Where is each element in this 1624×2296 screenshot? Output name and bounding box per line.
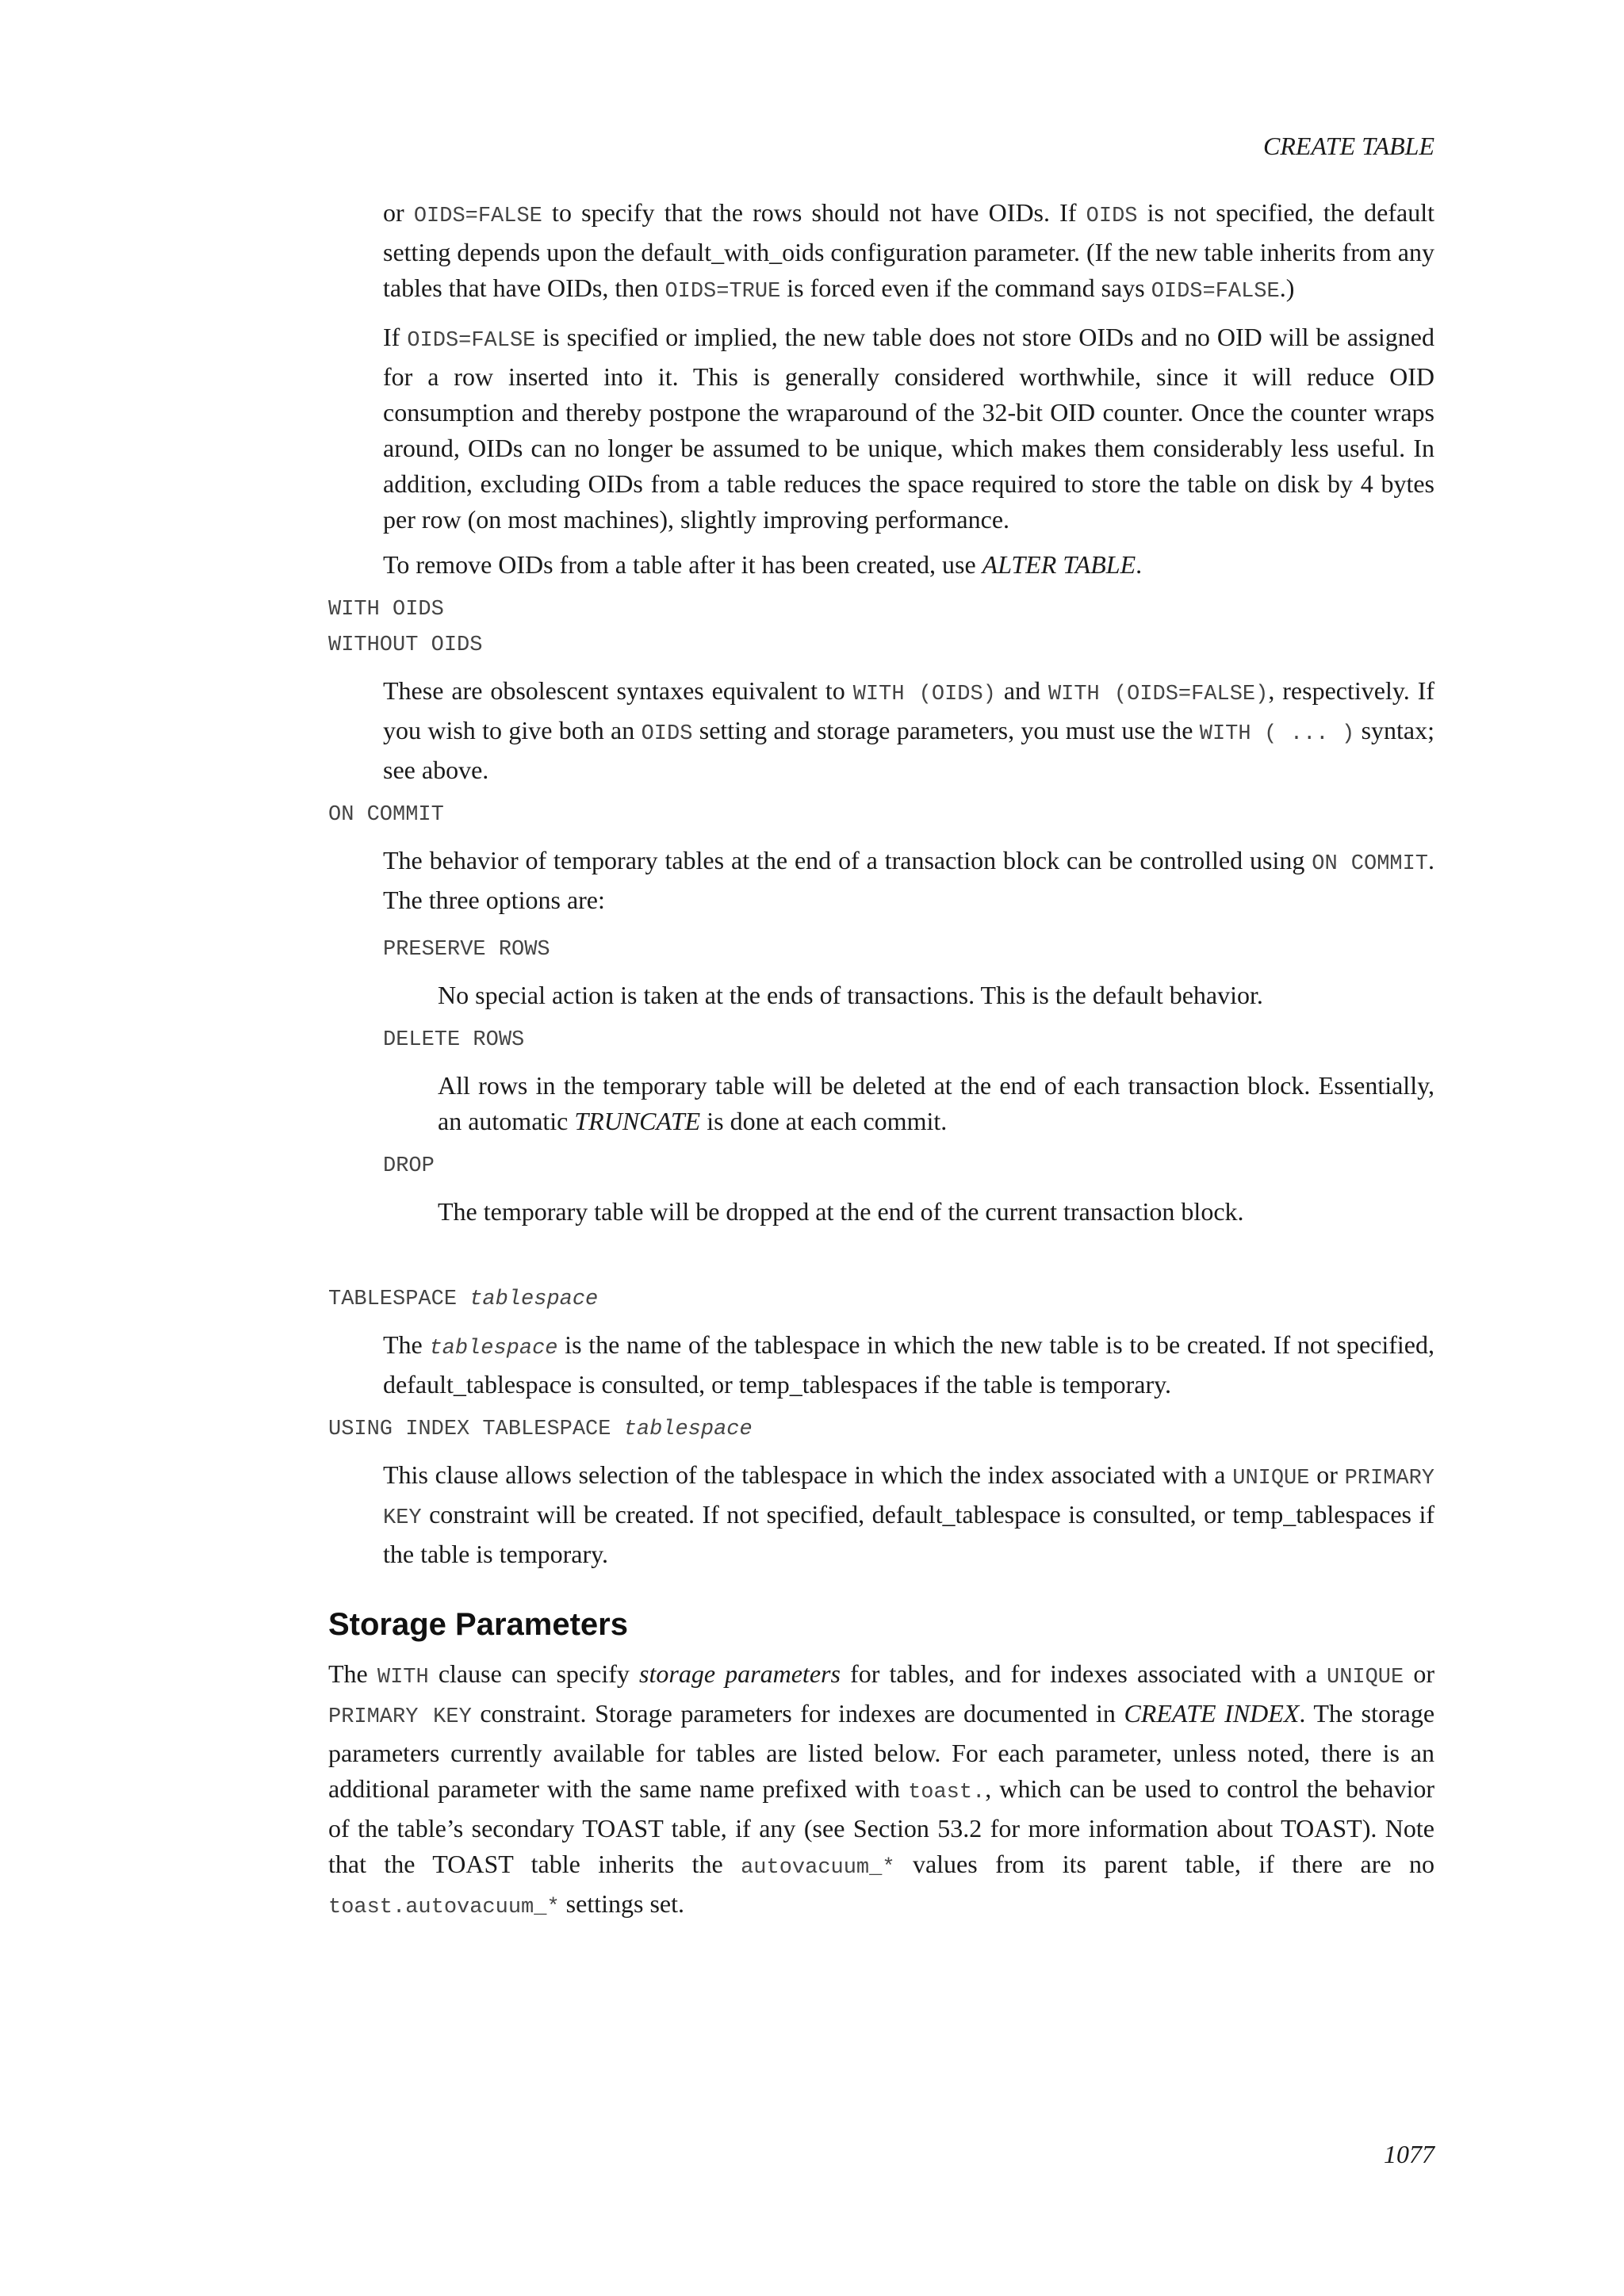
using-index-description: This clause allows selection of the tablespace in which the index associated with a UNIQUE or PRIMARY KEY constraint will be created. If not specified, default_tablespace is consulted, or temp_tablespaces if the table is temporary. (383, 1460, 1435, 1568)
term-delete-rows: DELETE ROWS (383, 1028, 525, 1052)
term-using-index-tablespace: USING INDEX TABLESPACE tablespace (328, 1418, 753, 1441)
term-drop: DROP (383, 1154, 435, 1178)
term-preserve-rows: PRESERVE ROWS (383, 938, 550, 962)
running-header: CREATE TABLE (1263, 132, 1434, 160)
term-with-oids: WITH OIDS (328, 598, 444, 622)
drop-description: The temporary table will be dropped at the end of the current transaction block. (438, 1197, 1244, 1226)
oids-paragraph: or OIDS=FALSE to specify that the rows should not have OIDs. If OIDS is not specified, the default setting depends upon the default_with_oids configuration parameter. (If the new table inherits from any tables that have OIDs, then OIDS=TRUE is forced even if the command says OIDS=FALSE.) (383, 198, 1435, 304)
on-commit-description: The behavior of temporary tables at the end of a transaction block can be controlled using ON COMMIT. The three options are: (383, 846, 1435, 914)
page-content (328, 195, 1434, 1926)
oids-false-paragraph: If OIDS=FALSE is specified or implied, the new table does not store OIDs and no OID will be assigned for a row inserted into it. This is generally considered worthwhile, since it will reduce OID consumption and thereby postpone the wraparound of the 32-bit OID counter. Once the counter wraps around, OIDs can no longer be assumed to be unique, which makes them considerably less useful. In addition, excluding OIDs from a table reduces the space required to store the table on disk by 4 bytes per row (on most machines), slightly improving performance. (383, 323, 1435, 534)
term-tablespace: TABLESPACE tablespace (328, 1288, 599, 1311)
term-on-commit: ON COMMIT (328, 803, 444, 827)
with-oids-description: These are obsolescent syntaxes equivalent to WITH (OIDS) and WITH (OIDS=FALSE), respectively. If you wish to give both an OIDS setting and storage parameters, you must use the WITH ( ... ) syntax; see above. (383, 676, 1435, 784)
preserve-rows-description: No special action is taken at the ends of transactions. This is the default behavior. (438, 981, 1263, 1009)
page-number: 1077 (1384, 2140, 1434, 2168)
tablespace-description: The tablespace is the name of the tablespace in which the new table is to be created. If not specified, default_tablespace is consulted, or temp_tablespaces if the table is temporary. (383, 1330, 1435, 1399)
section-heading-storage-parameters: Storage Parameters (328, 1607, 628, 1642)
remove-oids-paragraph: To remove OIDs from a table after it has been created, use ALTER TABLE. (383, 550, 1143, 579)
delete-rows-description: All rows in the temporary table will be deleted at the end of each transaction block. Essentially, an automatic TRUNCATE is done at each commit. (438, 1071, 1434, 1135)
term-without-oids: WITHOUT OIDS (328, 633, 483, 657)
storage-parameters-paragraph: The WITH clause can specify storage parameters for tables, and for indexes associated with a UNIQUE or PRIMARY KEY constraint. Storage parameters for indexes are documented in CREATE INDEX. The storage parameters currently available for tables are listed below. For each parameter, unless noted, there is an additional parameter with the same name prefixed with toast., which can be used to control the behavior of the table’s secondary TOAST table, if any (see Section 53.2 for more information about TOAST). Note that the TOAST table inherits the autovacuum_* values from its parent table, if there are no toast.autovacuum_* settings set. (328, 1659, 1435, 1919)
